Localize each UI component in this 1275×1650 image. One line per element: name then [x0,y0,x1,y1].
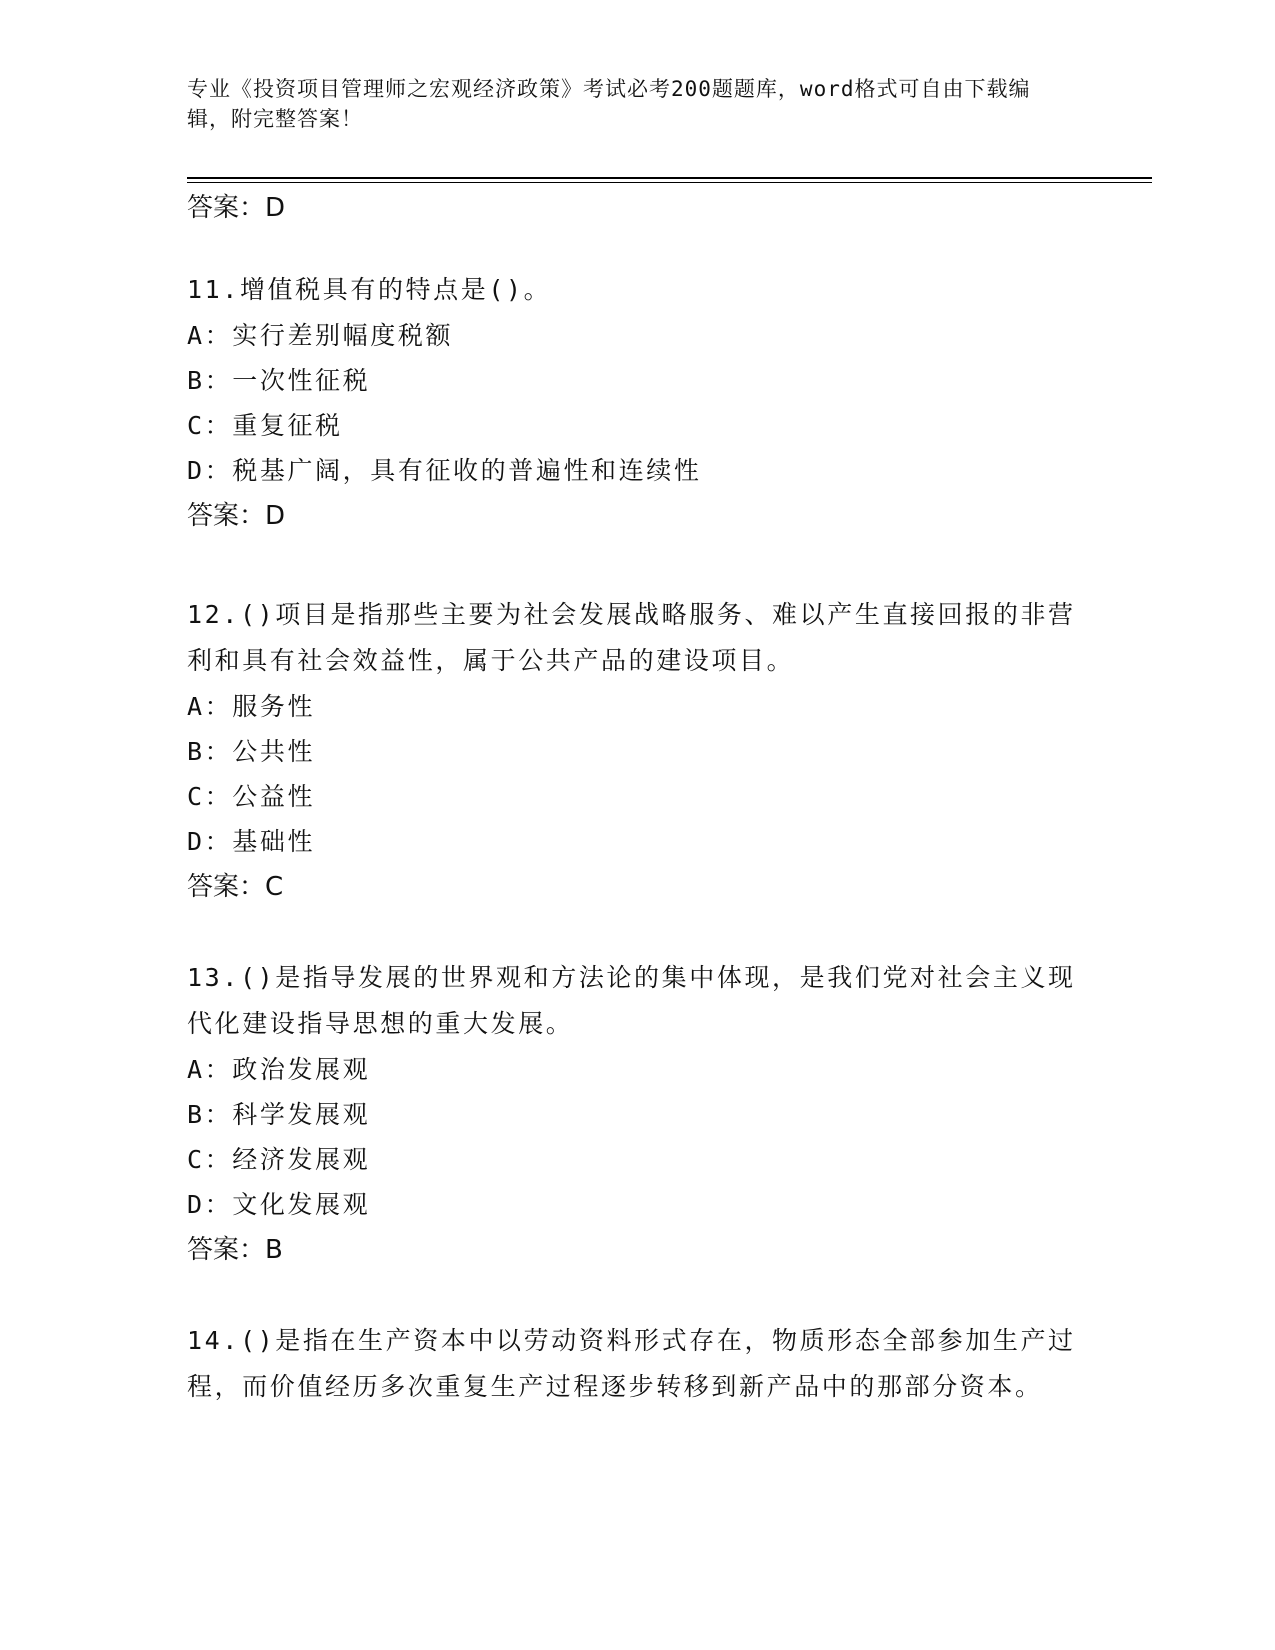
question-12-option-d: D：基础性 [187,827,316,856]
question-13-option-d: D：文化发展观 [187,1190,371,1219]
question-11-option-c: C：重复征税 [187,411,343,440]
question-11-answer: 答案：D [187,501,286,531]
question-11-text: 11.增值税具有的特点是()。 [187,275,552,304]
previous-answer: 答案：D [187,193,286,223]
question-13 [187,955,1087,1273]
question-12-answer: 答案：C [187,872,284,902]
question-13-option-a: A：政治发展观 [187,1055,371,1084]
question-12 [187,592,1087,910]
header-rule-thick [187,177,1152,179]
header-rule-thin [187,182,1152,183]
question-12-option-b: B：公共性 [187,737,316,766]
question-11 [187,267,1087,539]
question-13-text: 13.()是指导发展的世界观和方法论的集中体现，是我们党对社会主义现代化建设指导思想的重大发展。 [187,963,1076,1038]
question-12-option-c: C：公益性 [187,782,316,811]
question-11-option-b: B：一次性征税 [187,366,371,395]
question-13-option-b: B：科学发展观 [187,1100,371,1129]
question-13-answer: 答案：B [187,1235,283,1265]
question-11-option-d: D：税基广阔，具有征收的普遍性和连续性 [187,456,702,485]
question-13-option-c: C：经济发展观 [187,1145,371,1174]
question-11-option-a: A：实行差别幅度税额 [187,321,454,350]
question-12-option-a: A：服务性 [187,692,316,721]
document-header: 专业《投资项目管理师之宏观经济政策》考试必考200题题库，word格式可自由下载编辑，附完整答案！ [187,77,1031,131]
question-14 [187,1318,1087,1410]
question-12-text: 12.()项目是指那些主要为社会发展战略服务、难以产生直接回报的非营利和具有社会效益性，属于公共产品的建设项目。 [187,600,1076,675]
question-14-text: 14.()是指在生产资本中以劳动资料形式存在，物质形态全部参加生产过程，而价值经历多次重复生产过程逐步转移到新产品中的那部分资本。 [187,1326,1076,1401]
